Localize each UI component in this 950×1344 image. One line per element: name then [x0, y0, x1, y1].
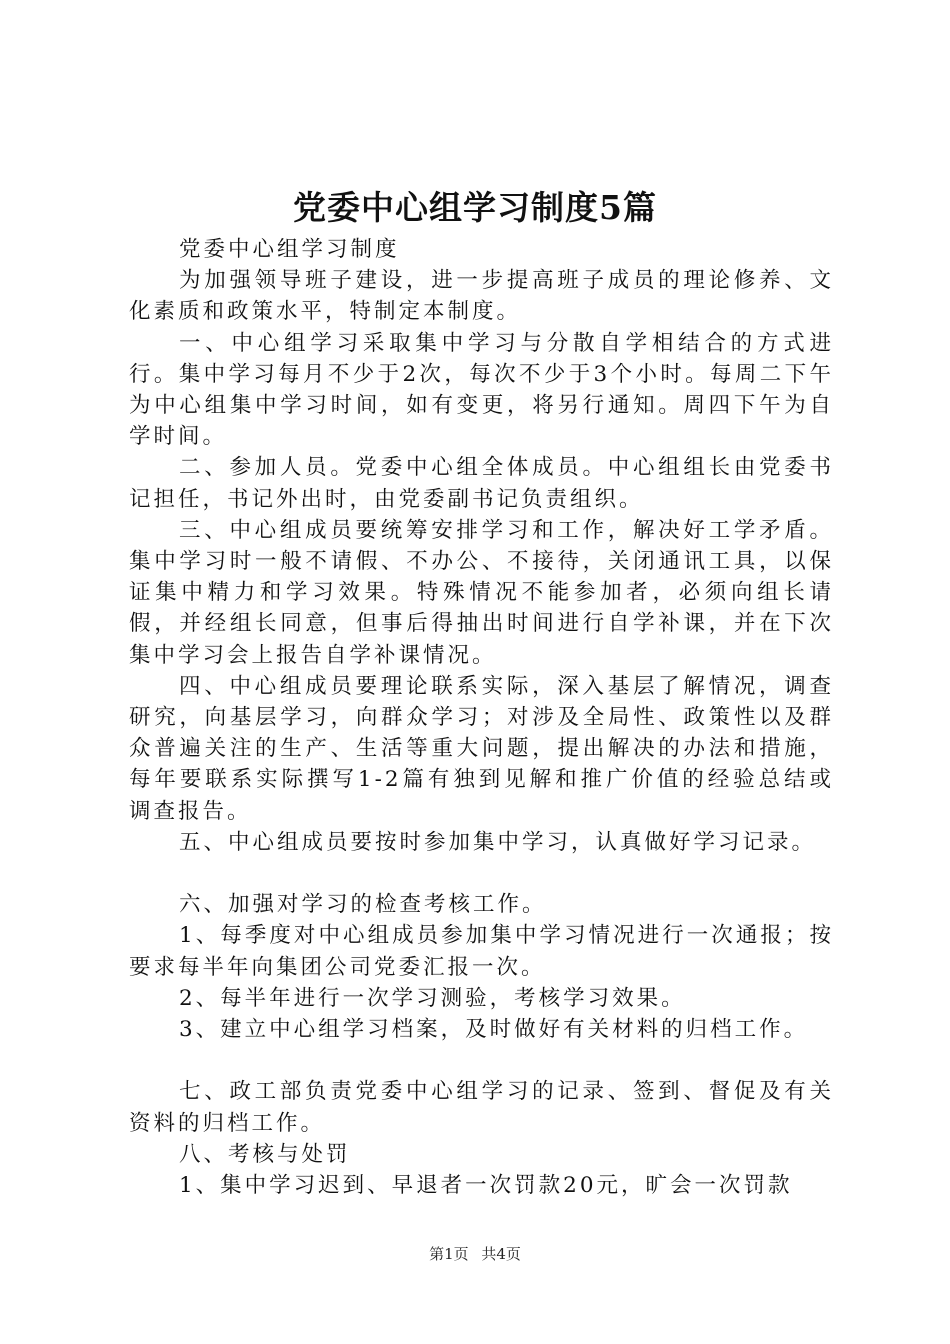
page-number: 第1页	[429, 1245, 469, 1263]
paragraph-clause-6-item-2: 2、每半年进行一次学习测验，考核学习效果。	[179, 985, 686, 1011]
paragraph-clause-8: 八、考核与处罚	[179, 1141, 351, 1167]
paragraph-subtitle: 党委中心组学习制度	[179, 237, 400, 262]
paragraph-spacer	[129, 1045, 834, 1076]
paragraph-clause-5: 五、中心组成员要按时参加集中学习，认真做好学习记录。	[179, 829, 817, 855]
paragraph-clause-4: 四、中心组成员要理论联系实际，深入基层了解情况，调查研究，向基层学习，向群众学习；对涉及全局性、政策性以及群众普遍关注的生产、生活等重大问题，提出解决的办法和措施，每年要联系实际撰写1-2篇有独到见解和推广价值的经验总结或调查报告。	[129, 673, 834, 824]
paragraph-clause-6-item-1: 1、每季度对中心组成员参加集中学习情况进行一次通报；按要求每半年向集团公司党委汇报一次。	[129, 923, 834, 980]
paragraph-clause-3: 三、中心组成员要统筹安排学习和工作，解决好工学矛盾。集中学习时一般不请假、不办公、不接待，关闭通讯工具，以保证集中精力和学习效果。特殊情况不能参加者，必须向组长请假，并经组长同意，但事后得抽出时间进行自学补课，并在下次集中学习会上报告自学补课情况。	[129, 517, 834, 668]
paragraph-clause-7: 七、政工部负责党委中心组学习的记录、签到、督促及有关资料的归档工作。	[129, 1079, 834, 1136]
paragraph-clause-8-item-1: 1、集中学习迟到、早退者一次罚款20元，旷会一次罚款	[179, 1173, 793, 1199]
page-footer	[0, 1244, 950, 1264]
paragraph-clause-1: 一、中心组学习采取集中学习与分散自学相结合的方式进行。集中学习每月不少于2次，每次不少于3个小时。每周二下午为中心组集中学习时间，如有变更，将另行通知。周四下午为自学时间。	[129, 330, 834, 450]
page-total: 共4页	[481, 1245, 521, 1263]
paragraph-intro: 为加强领导班子建设，进一步提高班子成员的理论修养、文化素质和政策水平，特制定本制度。	[129, 268, 834, 325]
paragraph-clause-6: 六、加强对学习的检查考核工作。	[179, 892, 547, 918]
document-body	[129, 234, 834, 1201]
paragraph-clause-2: 二、参加人员。党委中心组全体成员。中心组组长由党委书记担任，书记外出时，由党委副书记负责组织。	[129, 455, 834, 512]
document-title: 党委中心组学习制度5篇	[293, 188, 657, 227]
paragraph-spacer	[129, 858, 834, 889]
paragraph-clause-6-item-3: 3、建立中心组学习档案，及时做好有关材料的归档工作。	[179, 1017, 809, 1043]
